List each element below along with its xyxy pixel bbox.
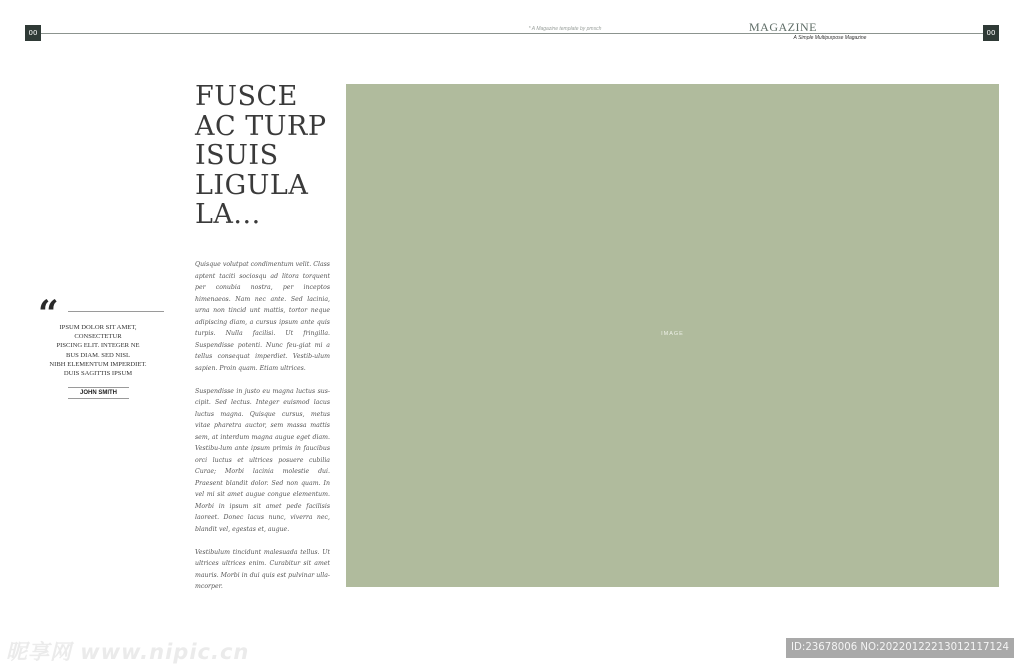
quote-line: DUIS SAGITTIS IPSUM	[63, 370, 133, 378]
watermark-id: ID:23678006 NO:20220122213012117124	[786, 638, 1014, 658]
header-rule	[41, 33, 983, 34]
headline-line: FUSCE	[195, 81, 298, 112]
magazine-title: MAGAZINE	[749, 20, 817, 34]
quote-author: JOHN SMITH	[79, 390, 117, 396]
pull-quote	[40, 323, 156, 378]
headline-line: LIGULA	[195, 169, 309, 201]
quote-divider	[68, 311, 164, 312]
author-divider-top	[68, 387, 129, 388]
quote-mark-icon: “	[38, 293, 59, 335]
watermark-logo: 昵享网 www.nipic.cn	[6, 640, 250, 664]
quote-line: IPSUM DOLOR SIT AMET,	[59, 324, 137, 331]
body-paragraph: Vestibulum tincidunt malesuada tellus. Ut ultrices ultrices enim. Curabitur sit amet mauris. Morbi in dui quis est pulvinar ulla-mcorper.	[195, 548, 330, 590]
page-number-left: 00	[25, 25, 41, 41]
body-paragraph: Quisque volutpat condimentum velit. Class aptent taciti sociosqu ad litora torquent per conubia nostra, per inceptos himenaeos. Nam nec ante. Sed lacinia, urna non tincid unt mattis, tortor neque adipiscing diam, a cursus ipsum ante quis turpis. Nulla facilisi. Ut fringilla. Suspendisse potenti. Nunc feu-giat mi a tellus consequat imperdiet. Vestib-ulum sapien. Proin quam. Etiam ultrices.	[195, 261, 330, 372]
quote-line: CONSECTETUR	[74, 333, 122, 341]
quote-line: PISCING ELIT. INTEGER NE	[56, 342, 140, 350]
body-paragraph: Suspendisse in justo eu magna luctus sus-cipit. Sed lectus. Integer euismod lacus luctus magna. Quisque cursus, metus vitae pharetra auctor, sem massa mattis sem, at interdum magna augue eget diam. Vestibu-lum ante ipsum primis in faucibus orci luctus et ultrices posuere cubilia Curae; Morbi lacinia molestie dui. Praesent blandit dolor. Sed non quam. In vel mi sit amet augue congue elementum. Morbi in ipsum sit amet pede facilisis laoreet. Donec lacus nunc, viverra nec, blandit vel, egestas et, augue.	[195, 387, 330, 533]
magazine-subtitle: A Simple Multipurpose Magazine	[793, 35, 867, 41]
author-divider-bottom	[68, 398, 129, 399]
image-label: IMAGE	[661, 331, 684, 337]
headline-line: LA...	[195, 199, 261, 230]
headline-line: ISUIS	[195, 140, 279, 171]
page-number-right: 00	[983, 25, 999, 41]
headline-line: AC TURP	[195, 110, 327, 142]
article-body	[195, 259, 330, 604]
header-tagline: * A Magazine template by pmsch	[528, 26, 602, 32]
headline	[195, 82, 345, 230]
quote-line: NIBH ELEMENTUM IMPERDIET.	[49, 360, 147, 368]
quote-line: BUS DIAM. SED NISL	[65, 351, 131, 359]
